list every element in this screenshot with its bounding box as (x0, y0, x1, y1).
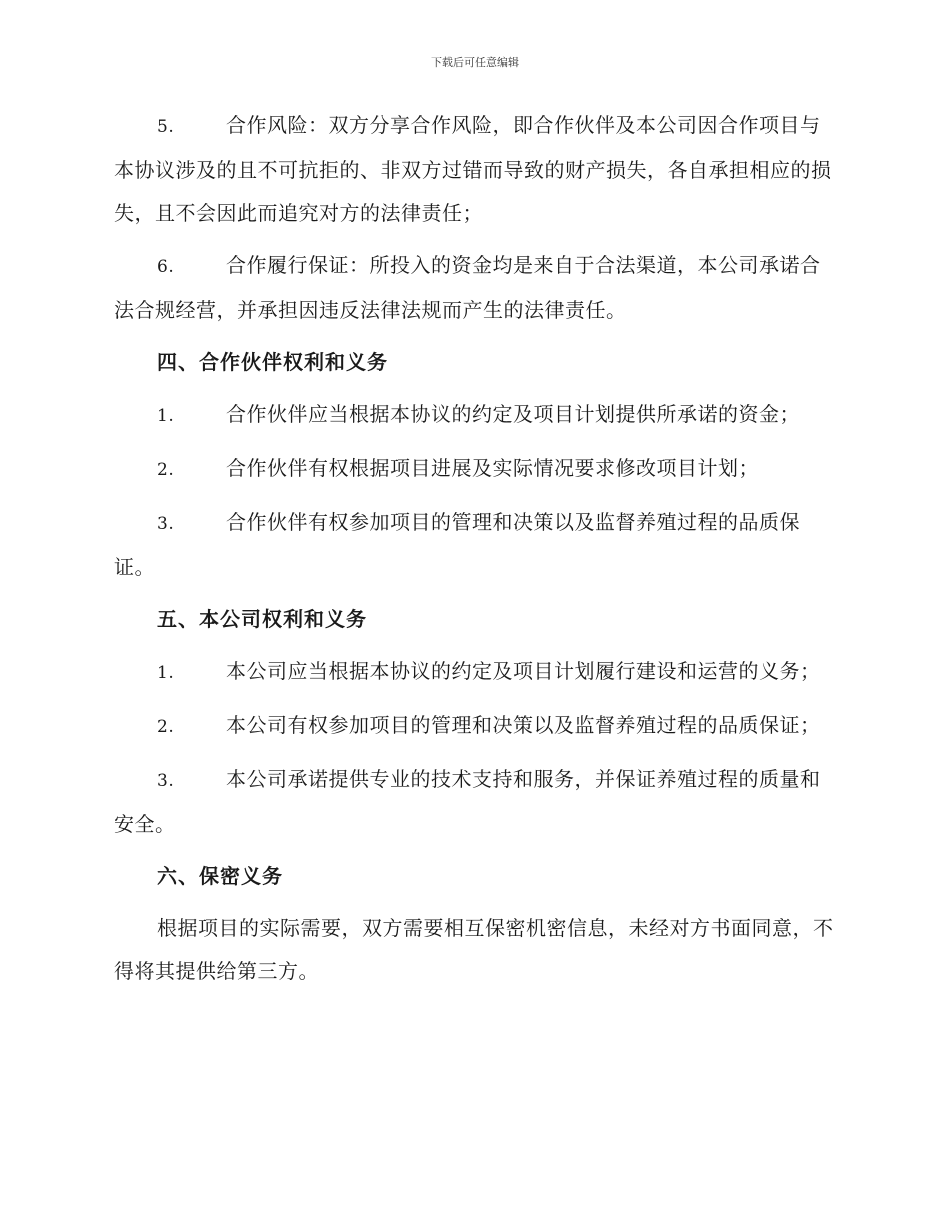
clause-5-1 (114, 650, 834, 695)
clause-4-1 (114, 393, 834, 438)
clause-4-2 (114, 447, 834, 492)
clause-text: 本公司有权参加项目的管理和决策以及监督养殖过程的品质保证； (226, 713, 821, 737)
page-header: 下载后可任意编辑 (431, 56, 519, 69)
clause-number: 6. (157, 257, 175, 277)
clause-number: 2. (157, 460, 175, 480)
clause-number: 3. (157, 514, 175, 534)
clause-5-3 (114, 758, 834, 846)
clause-text: 合作伙伴应当根据本协议的约定及项目计划提供所承诺的资金； (226, 402, 800, 426)
clause-number: 5. (157, 117, 175, 137)
section-heading-4: 四、合作伙伴权利和义务 (157, 350, 388, 374)
clause-number: 3. (157, 771, 175, 791)
section-heading-6: 六、保密义务 (157, 864, 283, 888)
clause-text: 合作履行保证：所投入的资金均是来自于合法渠道，本公司承诺合法合规经营，并承担因违反法律法规而产生的法律责任。 (114, 253, 821, 322)
clause-3-6 (114, 244, 834, 332)
clause-text: 本公司应当根据本协议的约定及项目计划履行建设和运营的义务； (226, 659, 821, 683)
clause-text: 本公司承诺提供专业的技术支持和服务，并保证养殖过程的质量和安全。 (114, 767, 821, 836)
clause-4-3 (114, 501, 834, 589)
section-heading-5: 五、本公司权利和义务 (157, 607, 367, 631)
clause-number: 1. (157, 406, 175, 426)
document-body (114, 104, 834, 993)
clause-text: 合作风险：双方分享合作风险，即合作伙伴及本公司因合作项目与本协议涉及的且不可抗拒的、非双方过错而导致的财产损失，各自承担相应的损失，且不会因此而追究对方的法律责任； (114, 113, 832, 225)
clause-number: 2. (157, 717, 175, 737)
confidentiality-paragraph: 根据项目的实际需要，双方需要相互保密机密信息，未经对方书面同意，不得将其提供给第三方。 (114, 916, 834, 983)
clause-text: 合作伙伴有权根据项目进展及实际情况要求修改项目计划； (226, 456, 759, 480)
clause-5-2 (114, 704, 834, 749)
clause-text: 合作伙伴有权参加项目的管理和决策以及监督养殖过程的品质保证。 (114, 510, 800, 579)
clause-number: 1. (157, 663, 175, 683)
clause-3-5 (114, 104, 834, 235)
